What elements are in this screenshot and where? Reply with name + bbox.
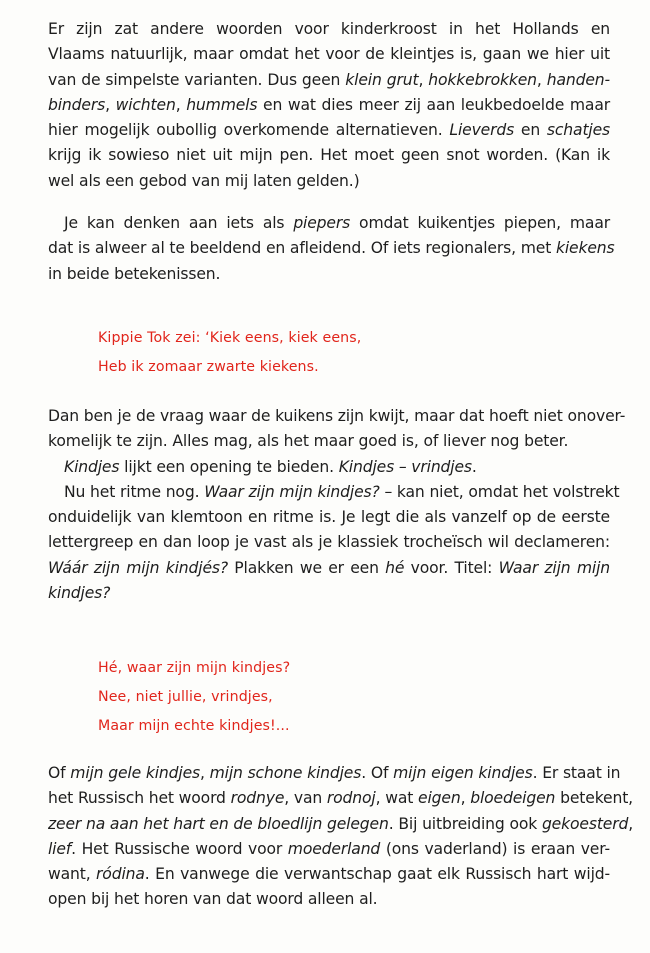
text-line <box>48 505 610 530</box>
text-segment: , <box>536 70 547 89</box>
text-segment: Dan ben je de vraag waar de kuikens zijn kwijt, maar dat hoeft niet onover- <box>48 407 626 425</box>
poem-line: Hé, waar zijn mijn kindjes? <box>98 660 291 676</box>
text-line <box>48 17 610 42</box>
italic-text: handen- <box>546 70 611 89</box>
poem-kippie-tok <box>98 324 361 382</box>
text-line <box>48 68 610 93</box>
text-line <box>48 761 621 786</box>
text-segment: hier mogelijk oubollig overkomende alternatieven. <box>48 121 450 140</box>
text-segment: en <box>514 121 547 140</box>
italic-text: Kindjes – vrindjes <box>338 457 472 476</box>
text-segment: dat is alweer al te beeldend en afleidend. Of iets regionalers, met <box>48 239 556 258</box>
italic-text: wichten <box>115 95 176 114</box>
text-segment: , <box>105 95 116 114</box>
text-line <box>48 211 610 236</box>
poem-line: Kippie Tok zei: ‘Kiek eens, kiek eens, <box>98 330 362 346</box>
text-segment: Je kan denken aan iets als <box>64 214 294 232</box>
italic-text: hummels <box>186 95 258 114</box>
paragraph-kindjes <box>48 404 626 606</box>
text-segment: Vlaams natuurlijk, maar omdat het voor de kleintjes is, gaan we hier uit <box>48 45 610 64</box>
text-segment: komelijk te zijn. Alles mag, als het maar goed is, of liever nog beter. <box>48 432 569 451</box>
text-segment: , wat <box>375 789 419 808</box>
italic-text: Kindjes <box>64 457 120 476</box>
italic-text: ródina <box>96 865 145 884</box>
italic-text: bloedeigen <box>470 789 556 808</box>
italic-text: schatjes <box>546 121 611 140</box>
text-segment: voor. Titel: <box>404 558 499 577</box>
italic-text: rodnoj <box>326 789 376 808</box>
text-segment: , <box>418 70 429 89</box>
italic-text: mijn eigen kindjes <box>393 764 533 782</box>
text-segment: wel als een gebod van mij laten gelden.) <box>48 171 360 190</box>
text-segment: open bij het horen van dat woord alleen al. <box>48 890 378 909</box>
text-segment: Plakken we er een <box>227 558 386 577</box>
text-segment: , <box>175 95 187 114</box>
paragraph-russisch <box>48 761 634 913</box>
text-line <box>48 93 610 118</box>
italic-text: Lieverds <box>449 121 515 140</box>
italic-text: eigen <box>418 789 461 808</box>
poem-waar-zijn-mijn-kindjes <box>98 654 290 741</box>
text-line <box>48 42 610 67</box>
italic-text: rodnye <box>230 789 285 808</box>
italic-text: hokkebrokken <box>428 70 537 89</box>
text-line <box>48 887 610 912</box>
text-segment: . Bij uitbreiding ook <box>388 814 542 833</box>
text-segment: en wat dies meer zij aan leukbedoelde maar <box>257 95 610 114</box>
text-line <box>48 236 615 261</box>
text-segment: , <box>628 814 634 833</box>
text-segment: van de simpelste varianten. Dus geen <box>48 70 346 89</box>
text-line <box>48 862 610 887</box>
italic-text: kiekens <box>555 239 615 258</box>
text-line <box>48 429 610 454</box>
italic-text: Waar zijn mijn kindjes? <box>204 482 380 501</box>
text-line <box>48 581 610 606</box>
text-segment: onduidelijk van klemtoon en ritme is. Je legt die als vanzelf op de eerste <box>48 508 610 527</box>
italic-text: moederland <box>287 839 381 858</box>
italic-text: piepers <box>293 214 351 232</box>
text-segment: lettergreep en dan loop je vast als je klassiek trocheïsch wil declameren: <box>48 533 610 552</box>
text-segment: lijkt een opening te bieden. <box>119 457 339 476</box>
text-segment: . <box>471 457 477 476</box>
italic-text: Wáár zijn mijn kindjés? <box>48 558 228 577</box>
text-line <box>48 455 610 480</box>
italic-text: zeer na aan het hart en de bloedlijn gelegen <box>48 814 389 833</box>
paragraph-intro <box>48 17 610 194</box>
text-segment: . En vanwege die verwantschap gaat elk Russisch hart wijd- <box>144 865 610 884</box>
text-line <box>48 786 633 811</box>
text-segment: . Of <box>361 764 394 782</box>
text-line <box>48 480 620 505</box>
italic-text: klein grut <box>345 70 419 89</box>
italic-text: Waar zijn mijn <box>498 558 610 577</box>
text-line <box>48 837 610 862</box>
text-line <box>48 530 610 555</box>
italic-text: gekoesterd <box>541 814 629 833</box>
italic-text: binders <box>48 95 106 114</box>
paragraph-piepers <box>48 211 615 287</box>
text-segment: omdat kuikentjes piepen, maar <box>350 214 610 232</box>
poem-line: Heb ik zomaar zwarte kiekens. <box>98 359 319 375</box>
italic-text: hé <box>385 558 405 577</box>
text-segment: – kan niet, omdat het volstrekt <box>379 482 620 501</box>
text-segment: . Er staat in <box>532 764 621 782</box>
text-segment: krijg ik sowieso niet uit mijn pen. Het moet geen snot worden. (Kan ik <box>48 146 610 165</box>
poem-line: Maar mijn echte kindjes!... <box>98 718 290 734</box>
text-segment: Nu het ritme nog. <box>64 482 205 501</box>
text-segment: in beide betekenissen. <box>48 264 221 283</box>
text-line <box>48 143 610 168</box>
italic-text: mijn schone kindjes <box>209 764 362 782</box>
text-segment: want, <box>48 865 97 884</box>
text-segment: Of <box>48 764 71 782</box>
italic-text: lief <box>48 839 72 858</box>
poem-line: Nee, niet jullie, vrindjes, <box>98 689 273 705</box>
text-line <box>48 118 610 143</box>
text-segment: , <box>460 789 471 808</box>
text-segment: betekent, <box>555 789 633 808</box>
italic-text: kindjes? <box>48 584 111 603</box>
text-line <box>48 169 610 194</box>
text-segment: het Russisch het woord <box>48 789 231 808</box>
text-line <box>48 262 610 287</box>
text-line <box>48 556 610 581</box>
text-segment: , van <box>284 789 327 808</box>
text-line <box>48 404 626 429</box>
text-segment: , <box>200 764 210 782</box>
text-segment: . Het Russische woord voor <box>71 839 288 858</box>
text-segment: (ons vaderland) is eraan ver- <box>380 839 610 858</box>
italic-text: mijn gele kindjes <box>70 764 200 782</box>
text-line <box>48 812 634 837</box>
text-segment: Er zijn zat andere woorden voor kinderkroost in het Hollands en <box>48 20 610 38</box>
